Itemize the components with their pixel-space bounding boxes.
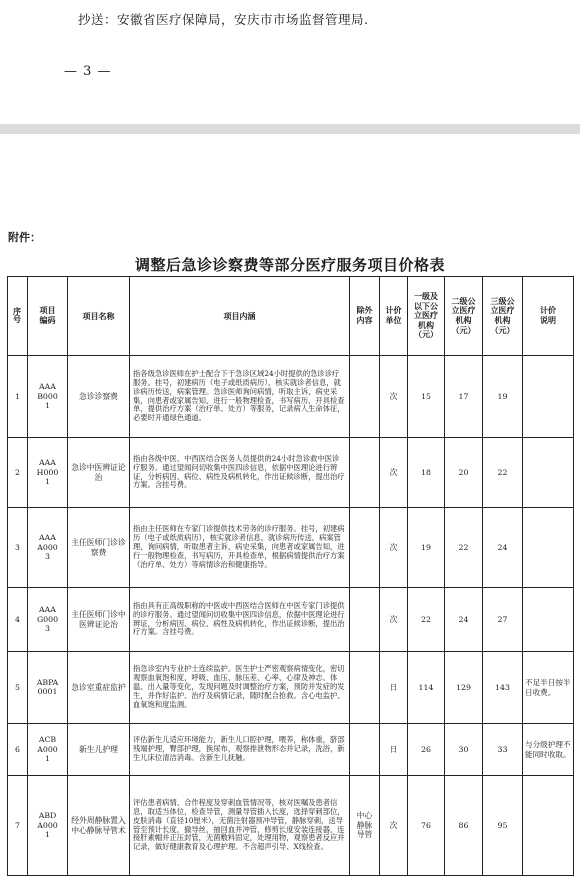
cell-level1: 15 [408, 356, 445, 438]
cell-name: 新生儿护理 [68, 724, 130, 776]
cell-seq: 6 [8, 724, 28, 776]
cell-level1: 114 [408, 652, 445, 724]
cell-seq: 1 [8, 356, 28, 438]
cell-level2: 20 [445, 438, 483, 508]
cell-excluded: 中心静脉导管 [350, 776, 380, 876]
header-excluded: 除外内容 [350, 277, 380, 356]
cell-note: 不足半日按半日收费。 [523, 652, 574, 724]
cell-level2: 86 [445, 776, 483, 876]
cell-excluded [350, 356, 380, 438]
table-header-row [8, 277, 574, 356]
cell-code: AAAH0001 [28, 438, 68, 508]
cell-name: 急诊室重症监护 [68, 652, 130, 724]
cell-content: 评估患者病情、合作程度及穿刺血管情况等，核对医嘱及患者信息，取适当体位，检查导管，测量导管插入长度，选择穿刺部位，皮肤消毒（直径10厘米），无菌注射器预冲导管，静脉穿刺，送导管至预计长度，撤导丝，抽回血并冲管，修剪长度安装连接器，连接肝素帽并正压封管，无菌敷料固定，处理用物，观察患者反应并记录，做好健康教育及心理护理。不含超声引导、X线检查。 [130, 776, 350, 876]
cell-content: 评估新生儿适应环境能力，新生儿口腔护理，喂养，称体重，脐部残端护理，臀部护理，换尿布，观察排泄物形态并记录，洗浴，新生儿床位清洁消毒。含新生儿抚触。 [130, 724, 350, 776]
cell-level2: 30 [445, 724, 483, 776]
cell-note: 与分级护理不能同时收取。 [523, 724, 574, 776]
cell-level1: 19 [408, 508, 445, 588]
header-content: 项目内涵 [130, 277, 350, 356]
table-row [8, 652, 574, 724]
cell-code: ABDA0001 [28, 776, 68, 876]
cell-code: ABPA0001 [28, 652, 68, 724]
table-title: 调整后急诊诊察费等部分医疗服务项目价格表 [134, 256, 445, 274]
table-row [8, 356, 574, 438]
cell-name: 急诊诊察费 [68, 356, 130, 438]
cc-line: 抄送：安徽省医疗保障局，安庆市市场监督管理局. [78, 12, 369, 27]
cell-content: 指急诊室内专业护士连续监护。医生护士严密观察病情变化，密切观察血氧饱和度，呼吸、血压、脉压差、心率、心律及神志、体温、出入量等变化，发现问题及时调整治疗方案，预防并发症的发生，并作好监护、治疗及病情记录，随时配合抢救。含心电监护、血氧饱和度监测。 [130, 652, 350, 724]
header-code: 项目编码 [28, 277, 68, 356]
header-level1: 一级及以下公立医疗机构（元） [408, 277, 445, 356]
cell-level3: 22 [483, 438, 523, 508]
cell-level3: 33 [483, 724, 523, 776]
cell-level2: 22 [445, 508, 483, 588]
cell-excluded [350, 652, 380, 724]
cell-note [523, 356, 574, 438]
header-level3: 三级公立医疗机构（元） [483, 277, 523, 356]
page-separator [0, 124, 580, 134]
cell-level3: 24 [483, 508, 523, 588]
cell-content: 指各级急诊医师在护士配合下于急诊区域24小时提供的急诊诊疗服务。挂号，初建病历（电子或纸质病历），核实就诊者信息，就诊病历传送，病案管理。急诊医师询问病情，听取主诉，病史采集，向患者或家属告知，进行一般物理检查，书写病历，开具检查单，提供治疗方案（治疗单、处方）等服务，记录病人生命体征，必要时开通绿色通道。 [130, 356, 350, 438]
cell-code: ACBA0001 [28, 724, 68, 776]
cell-level1: 22 [408, 588, 445, 652]
cell-unit: 日 [380, 652, 408, 724]
cell-level1: 18 [408, 438, 445, 508]
cell-note [523, 588, 574, 652]
attachment-page [0, 134, 580, 873]
header-seq: 序号 [8, 277, 28, 356]
cell-level2: 129 [445, 652, 483, 724]
cell-unit: 日 [380, 724, 408, 776]
cell-excluded [350, 724, 380, 776]
header-unit: 计价单位 [380, 277, 408, 356]
cell-unit: 次 [380, 776, 408, 876]
cell-content: 指由具有正高级职称的中医或中西医结合医师在中医专家门诊提供的诊疗服务。通过望闻问切收集中医四诊信息，依据中医理论进行辨证，分析病因、病位、病性及病机转化，作出证候诊断，提出治疗方案。含挂号费。 [130, 588, 350, 652]
cell-seq: 2 [8, 438, 28, 508]
cell-unit: 次 [380, 588, 408, 652]
cell-note [523, 776, 574, 876]
cell-name: 主任医师门诊诊察费 [68, 508, 130, 588]
price-table [7, 276, 574, 876]
cell-note [523, 438, 574, 508]
header-level2: 二级公立医疗机构（元） [445, 277, 483, 356]
table-row [8, 776, 574, 876]
cell-note [523, 508, 574, 588]
cell-level3: 19 [483, 356, 523, 438]
table-row [8, 588, 574, 652]
page-number: — 3 — [64, 64, 112, 79]
cell-unit: 次 [380, 356, 408, 438]
cell-excluded [350, 438, 380, 508]
cell-seq: 7 [8, 776, 28, 876]
table-row [8, 438, 574, 508]
cell-unit: 次 [380, 438, 408, 508]
cell-seq: 3 [8, 508, 28, 588]
cell-code: AAAB0001 [28, 356, 68, 438]
header-name: 项目名称 [68, 277, 130, 356]
cell-excluded [350, 508, 380, 588]
cell-name: 急诊中医辨证论治 [68, 438, 130, 508]
previous-page-footer [0, 0, 580, 124]
header-note: 计价说明 [523, 277, 574, 356]
cell-content: 指由各级中医、中西医结合医务人员提供的24小时急诊救中医诊疗服务。通过望闻问切收集中医四诊信息，依据中医理论进行辨证，分析病因、病位、病性及病机转化，作出证候诊断，提出治疗方案。含挂号费。 [130, 438, 350, 508]
cell-unit: 次 [380, 508, 408, 588]
cell-level3: 95 [483, 776, 523, 876]
cell-name: 主任医师门诊中医辨证论治 [68, 588, 130, 652]
cell-seq: 4 [8, 588, 28, 652]
cell-excluded [350, 588, 380, 652]
cell-code: AAAA0003 [28, 508, 68, 588]
cell-code: AAAG0003 [28, 588, 68, 652]
cell-seq: 5 [8, 652, 28, 724]
cell-name: 经外周静脉置入中心静脉导管术 [68, 776, 130, 876]
attachment-label: 附件： [8, 231, 41, 244]
cell-level3: 27 [483, 588, 523, 652]
cell-level2: 24 [445, 588, 483, 652]
table-row [8, 508, 574, 588]
cell-level3: 143 [483, 652, 523, 724]
cell-level1: 26 [408, 724, 445, 776]
table-row [8, 724, 574, 776]
cell-level1: 76 [408, 776, 445, 876]
cell-level2: 17 [445, 356, 483, 438]
cell-content: 指由主任医师在专家门诊提供技术劳务的诊疗服务。挂号，初建病历（电子或纸质病历），核实就诊者信息，就诊病历传送，病案管理，询问病情，听取患者主诉，病史采集，向患者或家属告知，进行一般物理检查，书写病历，开具检查单，根据病情提供治疗方案（治疗单、处方）等病情诊治和健康指导。 [130, 508, 350, 588]
